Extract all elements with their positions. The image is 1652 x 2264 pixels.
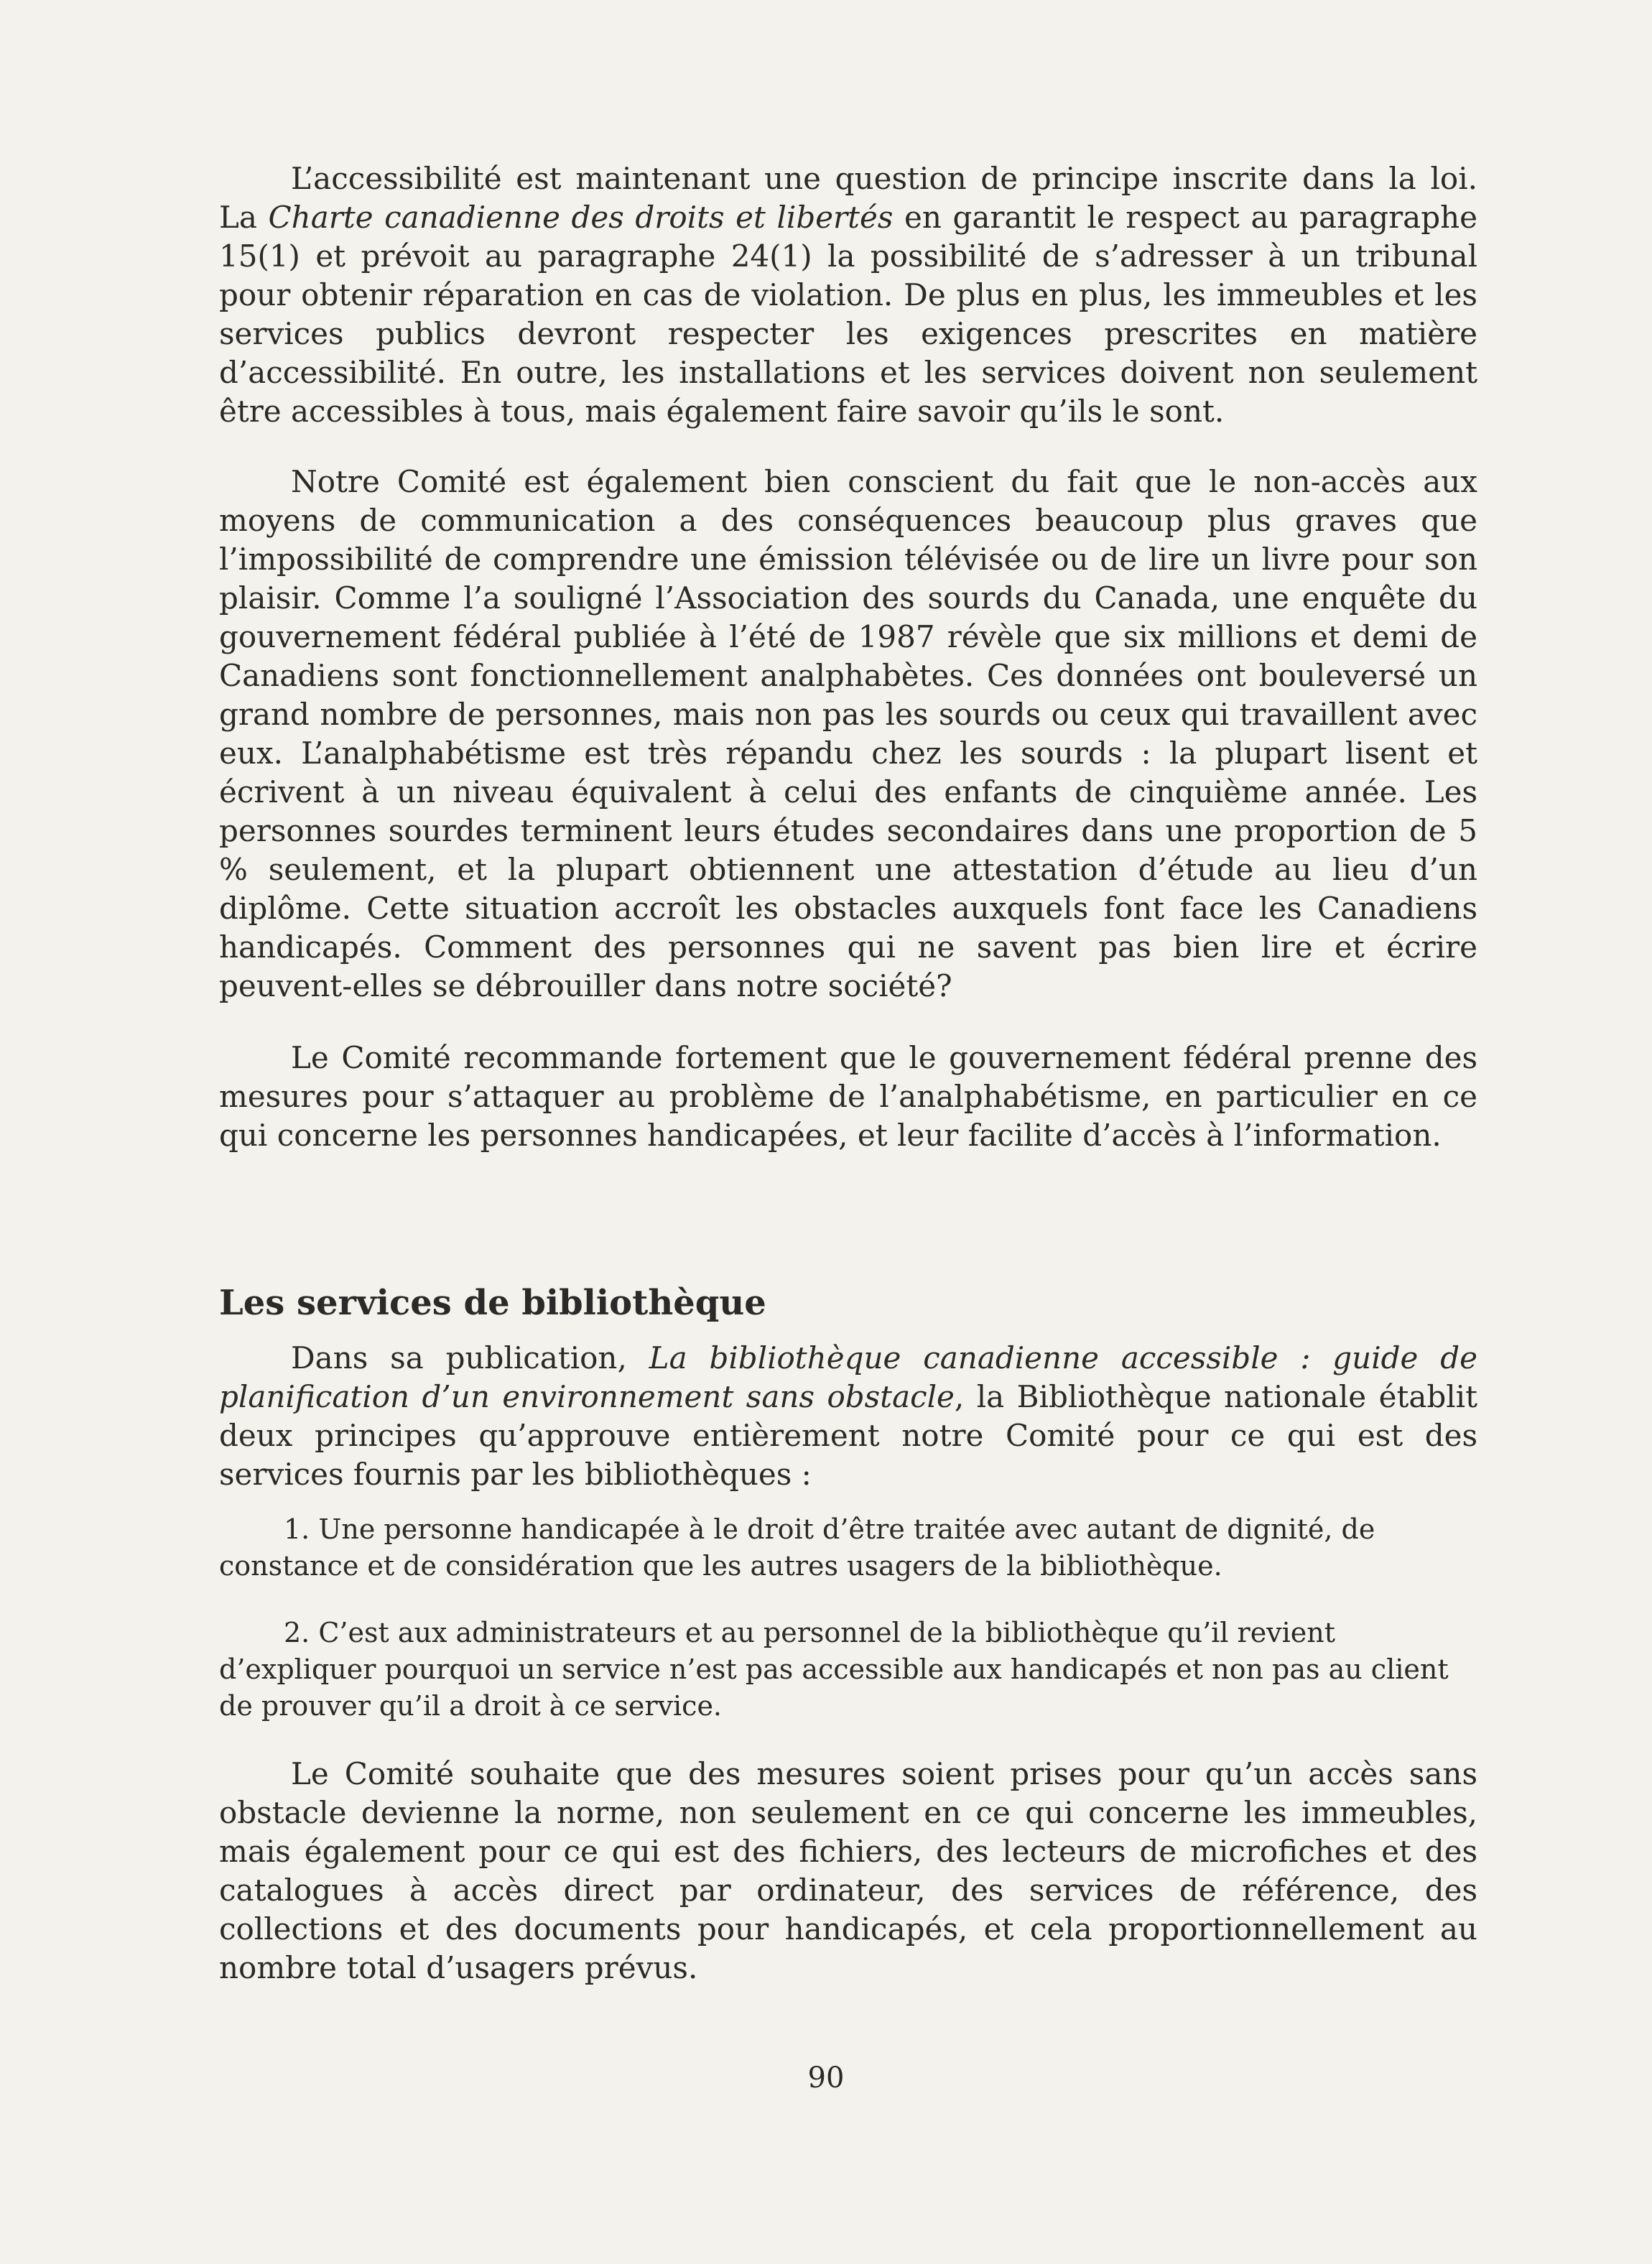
- charter-title: Charte canadienne des droits et libertés: [268, 200, 894, 235]
- principles-list: [219, 1511, 1477, 1725]
- paragraph-text: Dans sa publication,: [291, 1340, 649, 1375]
- paragraph-committee-recommendation: Le Comité recommande fortement que le gouvernement fédéral prenne des mesures pour s’attaquer au problème de l’analphabétisme, en particulier en ce qui concerne les personnes handicapées, et leur facilite d’accès à l’information.: [219, 1040, 1477, 1153]
- paragraph-text: , la Bibliothèque nationale établit deux principes qu’approuve entièrement notre Comité pour ce qui est des services fournis par les bibliothèques :: [219, 1379, 1477, 1492]
- paragraph-text: en garantit le respect au paragraphe 15(1) et prévoit au paragraphe 24(1) la possibilité de s’adresser à un tribunal pour obtenir réparation en cas de violation. De plus en plus, les immeubles et les services publics devront respecter les exigences prescrites en matière d’accessibilité. En outre, les installations et les services doivent non seulement être accessibles à tous, mais également faire savoir qu’ils le sont.: [219, 200, 1478, 429]
- page-number: 90: [807, 2061, 845, 2094]
- paragraph-accessibility-principle: [219, 159, 1477, 431]
- list-item: 1. Une personne handicapée à le droit d’être traitée avec autant de dignité, de constance et de considération que les autres usagers de la bibliothèque.: [219, 1513, 1375, 1582]
- paragraph-barrier-free-access: Le Comité souhaite que des mesures soient prises pour qu’un accès sans obstacle devienne la norme, non seulement en ce qui concerne les immeubles, mais également pour ce qui est des fichiers, des lecteurs de microfiches et des catalogues à accès direct par ordinateur, des services de référence, des collections et des documents pour handicapés, et cela proportionnellement au nombre total d’usagers prévus.: [219, 1756, 1477, 1985]
- paragraph-library-publication: [219, 1339, 1477, 1494]
- page-body: [219, 159, 1477, 1987]
- publication-title: La bibliothèque canadienne accessible : guide de planification d’un environnement sans obstacle: [219, 1340, 1477, 1414]
- section-heading: Les services de bibliothèque: [219, 1283, 766, 1323]
- paragraph-text: L’accessibilité est maintenant une question de principe inscrite dans la loi. La: [219, 161, 1477, 235]
- list-item: 2. C’est aux administrateurs et au personnel de la bibliothèque qu’il revient d’expliquer pourquoi un service n’est pas accessible aux handicapés et non pas au client de prouver qu’il a droit à ce service.: [219, 1617, 1449, 1722]
- paragraph-communication-literacy: Notre Comité est également bien conscient du fait que le non-accès aux moyens de communication a des conséquences beaucoup plus graves que l’impossibilité de comprendre une émission télévisée ou de lire un livre pour son plaisir. Comme l’a souligné l’Association des sourds du Canada, une enquête du gouvernement fédéral publiée à l’été de 1987 révèle que six millions et demi de Canadiens sont fonctionnellement analphabètes. Ces données ont bouleversé un grand nombre de personnes, mais non pas les sourds ou ceux qui travaillent avec eux. L’analphabétisme est très répandu chez les sourds : la plupart lisent et écrivent à un niveau équivalent à celui des enfants de cinquième année. Les personnes sourdes terminent leurs études secondaires dans une proportion de 5 % seulement, et la plupart obtiennent une attestation d’étude au lieu d’un diplôme. Cette situation accroît les obstacles auxquels font face les Canadiens handicapés. Comment des personnes qui ne savent pas bien lire et écrire peuvent-elles se débrouiller dans notre société?: [219, 464, 1477, 1003]
